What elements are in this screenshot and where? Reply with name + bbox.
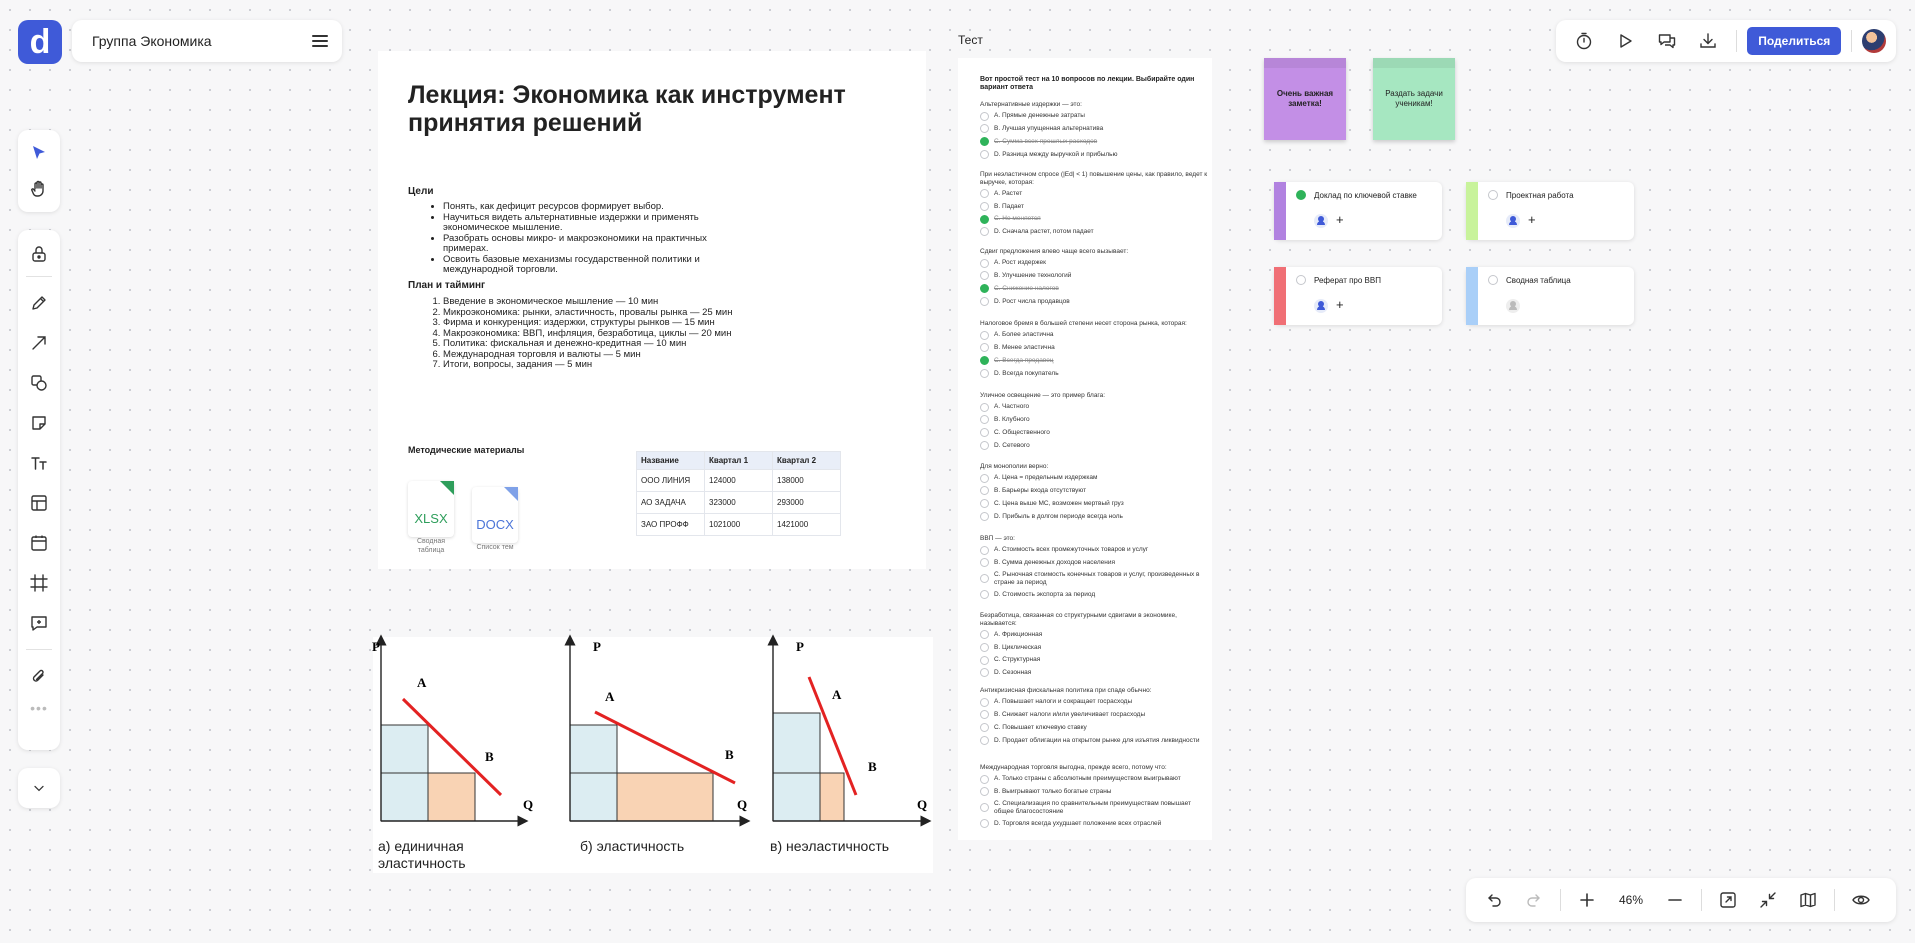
question-text: При неэластичном спросе (|Ed| < 1) повышение цены, как правило, ведет к выручке, которая: — [980, 171, 1208, 186]
option-text: A. Частного — [994, 403, 1030, 411]
axis-p-label: P — [796, 639, 804, 654]
file-fold-blue — [504, 487, 518, 501]
option-text: A. Растет — [994, 189, 1023, 197]
unchecked-circle-icon[interactable] — [980, 558, 989, 567]
assignee-icon[interactable] — [1314, 299, 1328, 313]
table-cell[interactable]: ООО ЛИНИЯ — [637, 470, 705, 492]
redo-icon[interactable] — [1516, 882, 1552, 918]
option-text: A. Более эластична — [994, 331, 1054, 339]
answer-option[interactable] — [980, 499, 1212, 508]
question-text: Уличное освещение — это пример блага: — [980, 392, 1106, 399]
point-a-label: A — [417, 675, 427, 690]
fit-screen-icon[interactable] — [1710, 882, 1746, 918]
option-text: A. Фрикционная — [994, 630, 1043, 638]
unchecked-circle-icon[interactable] — [980, 546, 989, 555]
goals-list — [408, 202, 743, 276]
option-text: B. Барьеры входа отсутствуют — [994, 487, 1087, 495]
answer-option[interactable] — [980, 630, 1212, 639]
unchecked-circle-icon[interactable] — [980, 343, 989, 352]
goal-item: • Научиться видеть альтернативные издержки и применять экономическое мышление. — [443, 213, 743, 234]
option-text: D. Прибыль в долгом периоде всегда ноль — [994, 512, 1123, 520]
top-right-toolbar — [1556, 20, 1896, 62]
option-text: C. Рыночная стоимость конечных товаров и услуг, произведенных в стране за период — [994, 571, 1200, 586]
table-cell[interactable]: 323000 — [705, 492, 773, 514]
test-question — [980, 320, 1212, 382]
table-cell[interactable]: 293000 — [773, 492, 841, 514]
option-text: B. Лучшая упущенная альтернатива — [994, 125, 1104, 133]
assignee-icon[interactable] — [1506, 214, 1520, 228]
table-cell[interactable]: ЗАО ПРОФФ — [637, 514, 705, 536]
share-button[interactable]: Поделиться — [1747, 27, 1841, 55]
answer-option[interactable] — [980, 137, 1212, 146]
shapes-icon[interactable] — [19, 363, 59, 403]
unchecked-circle-icon[interactable] — [980, 574, 989, 583]
answer-option[interactable] — [980, 710, 1212, 719]
plan-item: 3. Фирма и конкуренция: издержки, структуры рынков — 15 мин — [443, 318, 743, 329]
unchecked-circle-icon[interactable] — [980, 698, 989, 707]
goal-item: • Освоить базовые механизмы государственной политики и международной торговли. — [443, 255, 743, 276]
answer-option[interactable] — [980, 259, 1212, 268]
board-title-panel — [72, 20, 342, 62]
unchecked-circle-icon[interactable] — [1488, 190, 1498, 200]
answer-option[interactable] — [980, 189, 1212, 198]
table-cell[interactable]: АО ЗАДАЧА — [637, 492, 705, 514]
table-row[interactable] — [637, 514, 841, 536]
file-extension: DOCX — [476, 517, 514, 532]
comment-icon[interactable] — [19, 603, 59, 643]
unchecked-circle-icon[interactable] — [980, 630, 989, 639]
answer-option[interactable] — [980, 590, 1212, 599]
menu-icon[interactable] — [312, 35, 328, 47]
card-title: Проектная работа — [1506, 191, 1574, 200]
main-toolbar — [18, 230, 60, 750]
unchecked-circle-icon[interactable] — [980, 150, 989, 159]
collapse-icon[interactable] — [1750, 882, 1786, 918]
sticky-text: Раздать задачи ученикам! — [1385, 89, 1443, 108]
unchecked-circle-icon[interactable] — [980, 259, 989, 268]
select-tool-icon[interactable] — [19, 135, 59, 171]
option-text: B. Улучшение технологий — [994, 272, 1072, 280]
axis-q-label: Q — [523, 797, 534, 812]
answer-option[interactable] — [980, 112, 1212, 121]
answer-option[interactable] — [980, 403, 1212, 412]
option-text: D. Продает облигации на открытом рынке для изъятия ликвидности — [994, 736, 1200, 744]
graph-caption: а) единичная эластичность — [378, 838, 466, 871]
option-text: C. Структурная — [994, 656, 1041, 664]
point-a-label: A — [605, 689, 615, 704]
add-assignee-icon[interactable]: + — [1528, 212, 1536, 227]
undo-icon[interactable] — [1476, 882, 1512, 918]
option-text: C. Не меняется — [994, 215, 1041, 223]
option-text: D. Разница между выручкой и прибылью — [994, 150, 1118, 158]
option-text: D. Торговля всегда ухудшает положение всех отраслей — [994, 819, 1162, 827]
pen-icon[interactable] — [19, 283, 59, 323]
plan-item: 1. Введение в экономическое мышление — 10 мин — [443, 297, 743, 308]
divider — [1834, 889, 1835, 911]
option-text: D. Рост числа продавцов — [994, 297, 1070, 305]
graph-elastic — [570, 639, 747, 821]
more-icon[interactable]: ••• — [30, 700, 48, 716]
checked-circle-icon[interactable] — [980, 137, 989, 146]
lecture-title: Лекция: Экономика как инструмент принятия решений — [408, 81, 846, 137]
unchecked-circle-icon[interactable] — [980, 668, 989, 677]
answer-option[interactable] — [980, 775, 1212, 784]
answer-option[interactable] — [980, 343, 1212, 352]
unchecked-circle-icon[interactable] — [980, 499, 989, 508]
docx-file-icon[interactable] — [472, 487, 518, 543]
option-text: D. Сетевого — [994, 441, 1030, 449]
chat-icon[interactable] — [1649, 23, 1685, 59]
lecture-document[interactable] — [378, 51, 926, 569]
card-color-bar — [1274, 267, 1286, 325]
plan-list — [408, 297, 743, 371]
plan-item: 7. Итоги, вопросы, задания — 5 мин — [443, 360, 743, 371]
elasticity-graphs-image[interactable] — [373, 637, 933, 873]
option-text: C. Специализация по сравнительным преимуществам повышает общее благосостояние — [994, 800, 1191, 815]
answer-option[interactable] — [980, 512, 1212, 521]
frame-icon[interactable] — [19, 563, 59, 603]
file-fold-green — [440, 481, 454, 495]
test-question — [980, 171, 1212, 240]
unchecked-circle-icon[interactable] — [980, 124, 989, 133]
unchecked-circle-icon[interactable] — [980, 474, 989, 483]
unchecked-circle-icon[interactable] — [980, 723, 989, 732]
zoom-level[interactable]: 46% — [1618, 893, 1644, 907]
table-cell[interactable]: 138000 — [773, 470, 841, 492]
test-question — [980, 392, 1212, 454]
test-question — [980, 101, 1212, 163]
download-icon[interactable] — [1691, 23, 1727, 59]
graph-caption: в) неэластичность — [770, 838, 890, 854]
table-header-cell[interactable]: Квартал 1 — [705, 452, 773, 470]
assignee-icon[interactable] — [1506, 299, 1520, 313]
unchecked-circle-icon[interactable] — [980, 403, 989, 412]
axis-q-label: Q — [917, 797, 928, 812]
option-text: B. Циклическая — [994, 643, 1042, 651]
checked-circle-icon[interactable] — [980, 284, 989, 293]
answer-option[interactable] — [980, 356, 1212, 365]
option-text: D. Сезонная — [994, 669, 1032, 677]
axis-p-label: P — [593, 639, 601, 654]
answer-option[interactable] — [980, 800, 1212, 815]
card-title: Сводная таблица — [1506, 276, 1571, 285]
unchecked-circle-icon[interactable] — [980, 202, 989, 211]
question-text: Международная торговля выгодна, прежде всего, потому что: — [980, 764, 1167, 771]
option-text: B. Сумма денежных доходов населения — [994, 559, 1116, 567]
unchecked-circle-icon[interactable] — [980, 819, 989, 828]
plan-item: 2. Микроэкономика: рынки, эластичность, провалы рынка — 25 мин — [443, 308, 743, 319]
point-b-label: B — [868, 759, 877, 774]
answer-option[interactable] — [980, 227, 1212, 236]
answer-option[interactable] — [980, 202, 1212, 211]
question-text: Сдвиг предложения влево чаще всего вызывает: — [980, 248, 1129, 255]
checked-circle-icon[interactable] — [980, 215, 989, 224]
lock-icon[interactable] — [19, 234, 59, 274]
unchecked-circle-icon[interactable] — [980, 486, 989, 495]
goal-item: • Понять, как дефицит ресурсов формирует выбор. — [443, 202, 743, 213]
answer-option[interactable] — [980, 415, 1212, 424]
table-cell[interactable]: 1021000 — [705, 514, 773, 536]
graph-inelastic — [773, 639, 927, 821]
divider — [1736, 30, 1737, 52]
zoom-in-icon[interactable] — [1569, 882, 1605, 918]
test-question — [980, 764, 1212, 832]
option-text: B. Падает — [994, 202, 1025, 210]
unchecked-circle-icon[interactable] — [980, 331, 989, 340]
unchecked-circle-icon[interactable] — [980, 736, 989, 745]
table-row[interactable] — [637, 470, 841, 492]
file-caption: Список тем — [476, 544, 514, 551]
answer-option[interactable] — [980, 441, 1212, 450]
test-question — [980, 535, 1212, 603]
answer-option[interactable] — [980, 297, 1212, 306]
assignee-icon[interactable] — [1314, 214, 1328, 228]
question-text: Антикризисная фискальная политика при спаде обычно: — [980, 687, 1152, 694]
task-card[interactable] — [1274, 267, 1442, 325]
unchecked-circle-icon[interactable] — [980, 775, 989, 784]
table-icon[interactable] — [19, 483, 59, 523]
unchecked-circle-icon[interactable] — [980, 189, 989, 198]
option-text: B. Менее эластична — [994, 344, 1055, 352]
text-icon[interactable] — [19, 443, 59, 483]
unchecked-circle-icon[interactable] — [980, 803, 989, 812]
card-title: Реферат про ВВП — [1314, 276, 1381, 285]
divider — [1701, 889, 1702, 911]
answer-option[interactable] — [980, 124, 1212, 133]
answer-option[interactable] — [980, 486, 1212, 495]
option-text: A. Стоимость всех промежуточных товаров и услуг — [994, 546, 1149, 554]
option-text: A. Рост издержек — [994, 259, 1046, 267]
app-logo[interactable]: d — [18, 20, 62, 64]
answer-option[interactable] — [980, 271, 1212, 280]
plan-item: 5. Политика: фискальная и денежно-кредитная — 10 мин — [443, 339, 743, 350]
plan-item: 6. Международная торговля и валюты — 5 мин — [443, 350, 743, 361]
elasticity-graphs — [373, 637, 933, 837]
answer-option[interactable] — [980, 668, 1212, 677]
point-b-label: B — [485, 749, 494, 764]
checked-circle-icon[interactable] — [1296, 190, 1306, 200]
option-text: D. Стоимость экспорта за период — [994, 590, 1096, 598]
bottom-right-toolbar — [1466, 878, 1896, 922]
add-assignee-icon[interactable]: + — [1336, 212, 1344, 227]
user-avatar[interactable] — [1862, 29, 1886, 53]
test-intro: Вот простой тест на 10 вопросов по лекции. Выбирайте один вариант ответа — [980, 76, 1195, 91]
map-icon[interactable] — [1790, 882, 1826, 918]
sticky-text: Очень важная заметка! — [1276, 89, 1334, 108]
option-text: B. Клубного — [994, 416, 1030, 424]
plan-item: 4. Макроэкономика: ВВП, инфляция, безработица, циклы — 20 мин — [443, 329, 743, 340]
unchecked-circle-icon[interactable] — [980, 227, 989, 236]
answer-option[interactable] — [980, 819, 1212, 828]
graph-caption: б) эластичность — [580, 838, 685, 854]
answer-option[interactable] — [980, 474, 1212, 483]
answer-option[interactable] — [980, 643, 1212, 652]
sticky-note[interactable] — [1373, 58, 1455, 140]
option-text: C. Повышает ключевую ставку — [994, 723, 1087, 731]
answer-option[interactable] — [980, 331, 1212, 340]
test-question — [980, 687, 1212, 749]
cursor-toolbar — [18, 130, 60, 212]
checked-circle-icon[interactable] — [980, 356, 989, 365]
point-b-label: B — [725, 747, 734, 762]
unchecked-circle-icon[interactable] — [980, 643, 989, 652]
test-document[interactable] — [958, 58, 1212, 840]
unchecked-circle-icon[interactable] — [980, 428, 989, 437]
table-cell[interactable]: 124000 — [705, 470, 773, 492]
axis-q-label: Q — [737, 797, 748, 812]
graph-unit-elasticity — [372, 639, 533, 821]
point-a-label: A — [832, 687, 842, 702]
board-title[interactable]: Группа Экономика — [92, 33, 212, 49]
question-text: ВВП — это: — [980, 535, 1015, 542]
unchecked-circle-icon[interactable] — [980, 656, 989, 665]
goal-item: • Разобрать основы микро- и макроэкономики на практичных примерах. — [443, 234, 743, 255]
attach-icon[interactable] — [19, 656, 59, 696]
answer-option[interactable] — [980, 558, 1212, 567]
test-question — [980, 248, 1212, 310]
option-text: A. Повышает налоги и сокращает госрасходы — [994, 698, 1133, 706]
answer-option[interactable] — [980, 369, 1212, 378]
answer-option[interactable] — [980, 698, 1212, 707]
play-icon[interactable] — [1608, 23, 1644, 59]
table-cell[interactable]: 1421000 — [773, 514, 841, 536]
materials-heading: Методические материалы — [408, 445, 525, 455]
arrow-icon[interactable] — [19, 323, 59, 363]
option-text: A. Цена = предельным издержкам — [994, 474, 1098, 482]
unchecked-circle-icon[interactable] — [980, 441, 989, 450]
option-text: D. Всегда покупатель — [994, 369, 1059, 377]
answer-option[interactable] — [980, 215, 1212, 224]
timer-icon[interactable] — [1566, 23, 1602, 59]
option-text: D. Сначала растет, потом падает — [994, 228, 1094, 236]
chevron-down-icon — [31, 780, 47, 796]
axis-p-label: P — [372, 639, 380, 654]
calendar-icon[interactable] — [19, 523, 59, 563]
hand-tool-icon[interactable] — [19, 171, 59, 207]
table-header-cell[interactable]: Название — [637, 452, 705, 470]
answer-option[interactable] — [980, 736, 1212, 745]
unchecked-circle-icon[interactable] — [980, 590, 989, 599]
unchecked-circle-icon[interactable] — [1488, 275, 1498, 285]
question-text: Для монополии верно: — [980, 463, 1049, 470]
test-frame-label[interactable]: Тест — [958, 33, 983, 47]
card-title: Доклад по ключевой ставке — [1314, 191, 1417, 200]
answer-option[interactable] — [980, 571, 1212, 586]
task-card[interactable] — [1466, 182, 1634, 240]
unchecked-circle-icon[interactable] — [980, 415, 989, 424]
question-text: Альтернативные издержки — это: — [980, 101, 1082, 108]
unchecked-circle-icon[interactable] — [980, 297, 989, 306]
option-text: B. Выигрывают только богатые страны — [994, 788, 1112, 796]
answer-option[interactable] — [980, 284, 1212, 293]
table-row[interactable] — [637, 492, 841, 514]
plan-heading: План и тайминг — [408, 280, 486, 291]
answer-option[interactable] — [980, 723, 1212, 732]
option-text: B. Снижает налоги и/или увеличивает госрасходы — [994, 711, 1146, 719]
unchecked-circle-icon[interactable] — [980, 710, 989, 719]
answer-option[interactable] — [980, 787, 1212, 796]
sticky-note-icon[interactable] — [19, 403, 59, 443]
option-text: A. Прямые денежные затраты — [994, 112, 1085, 120]
option-text: C. Снижение налогов — [994, 284, 1059, 292]
card-color-bar — [1466, 182, 1478, 240]
answer-option[interactable] — [980, 546, 1212, 555]
answer-option[interactable] — [980, 150, 1212, 159]
file-caption: Сводная таблица — [416, 538, 446, 554]
option-text: C. Общественного — [994, 428, 1050, 436]
option-text: A. Только страны с абсолютным преимуществом выигрывают — [994, 775, 1181, 783]
unchecked-circle-icon[interactable] — [980, 787, 989, 796]
goals-heading: Цели — [408, 186, 434, 197]
zoom-out-icon[interactable] — [1657, 882, 1693, 918]
divider — [1560, 889, 1561, 911]
materials-table[interactable] — [636, 451, 841, 536]
unchecked-circle-icon[interactable] — [980, 112, 989, 121]
unchecked-circle-icon[interactable] — [1296, 275, 1306, 285]
xlsx-file-icon[interactable] — [408, 481, 454, 537]
collapse-toolbar-button[interactable] — [18, 768, 60, 808]
question-text: Налоговое бремя в большей степени несет сторона рынка, которая: — [980, 320, 1187, 327]
option-text: C. Всегда продавец — [994, 356, 1054, 364]
card-color-bar — [1466, 267, 1478, 325]
unchecked-circle-icon[interactable] — [980, 369, 989, 378]
divider — [1851, 30, 1852, 52]
eye-icon[interactable] — [1843, 882, 1879, 918]
option-text: C. Сумма всех прошлых расходов — [994, 137, 1098, 145]
card-color-bar — [1274, 182, 1286, 240]
task-card[interactable] — [1274, 182, 1442, 240]
test-question — [980, 612, 1212, 681]
option-text: C. Цена выше МС, возможен мертвый груз — [994, 499, 1124, 507]
answer-option[interactable] — [980, 656, 1212, 665]
add-assignee-icon[interactable]: + — [1336, 297, 1344, 312]
question-text: Безработица, связанная со структурными сдвигами в экономике, называется: — [980, 612, 1177, 627]
sticky-note[interactable] — [1264, 58, 1346, 140]
unchecked-circle-icon[interactable] — [980, 271, 989, 280]
unchecked-circle-icon[interactable] — [980, 512, 989, 521]
table-header-cell[interactable]: Квартал 2 — [773, 452, 841, 470]
test-question — [980, 463, 1212, 525]
task-card[interactable] — [1466, 267, 1634, 325]
file-extension: XLSX — [414, 511, 448, 526]
answer-option[interactable] — [980, 428, 1212, 437]
